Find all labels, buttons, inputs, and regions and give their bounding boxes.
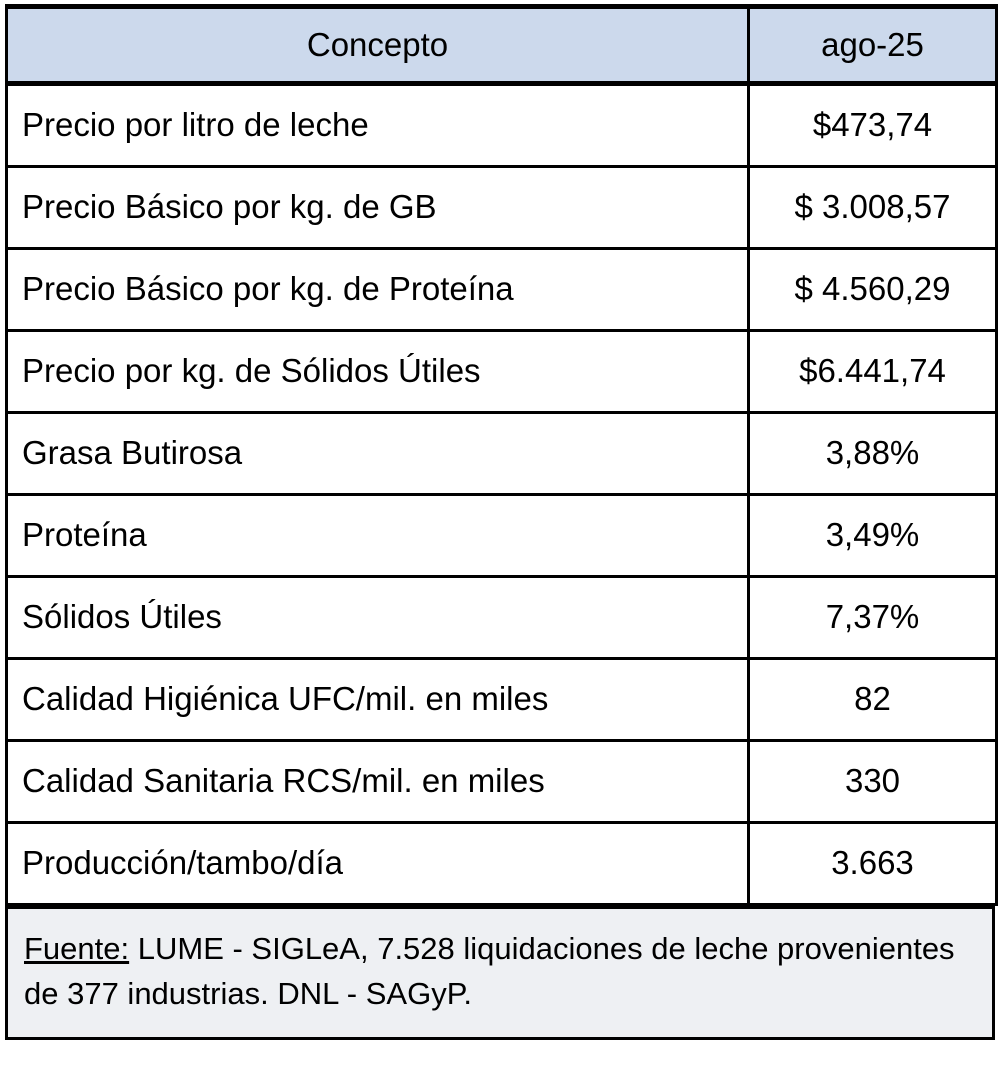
- cell-valor: 7,37%: [749, 577, 997, 659]
- table-row: [7, 84, 997, 167]
- cell-valor: $473,74: [749, 84, 997, 167]
- table-row: [7, 167, 997, 249]
- spreadsheet-table-sheet: [0, 4, 1000, 1088]
- cell-concepto: Precio Básico por kg. de Proteína: [7, 249, 749, 331]
- cell-valor: $ 4.560,29: [749, 249, 997, 331]
- cell-valor: 330: [749, 741, 997, 823]
- table-row: [7, 413, 997, 495]
- cell-valor: 3,88%: [749, 413, 997, 495]
- cell-concepto: Precio Básico por kg. de GB: [7, 167, 749, 249]
- table-header: [7, 7, 997, 84]
- source-label: Fuente:: [24, 931, 130, 966]
- column-header-periodo: ago-25: [749, 7, 997, 84]
- table-header-row: [7, 7, 997, 84]
- table-body: [7, 84, 997, 905]
- cell-concepto: Sólidos Útiles: [7, 577, 749, 659]
- table-row: [7, 659, 997, 741]
- cell-concepto: Grasa Butirosa: [7, 413, 749, 495]
- table-row: [7, 331, 997, 413]
- cell-valor: 3.663: [831, 844, 914, 882]
- milk-price-table: [5, 4, 998, 906]
- column-header-concepto: Concepto: [7, 7, 749, 84]
- cell-valor: $ 3.008,57: [749, 167, 997, 249]
- cell-concepto: Calidad Sanitaria RCS/mil. en miles: [7, 741, 749, 823]
- cell-valor: 3,49%: [749, 495, 997, 577]
- cell-concepto: Precio por kg. de Sólidos Útiles: [7, 331, 749, 413]
- cell-valor: 82: [749, 659, 997, 741]
- table-row: [7, 495, 997, 577]
- source-footnote: [5, 906, 995, 1040]
- table-row: [7, 577, 997, 659]
- cell-concepto: Proteína: [7, 495, 749, 577]
- cell-valor: $6.441,74: [749, 331, 997, 413]
- table-row: [7, 823, 997, 905]
- source-text: LUME - SIGLeA, 7.528 liquidaciones de leche provenientes de 377 industrias. DNL - SAGyP.: [24, 931, 955, 1011]
- cell-concepto: Calidad Higiénica UFC/mil. en miles: [7, 659, 749, 741]
- table-row: [7, 249, 997, 331]
- cell-concepto: Producción/tambo/día: [7, 823, 749, 905]
- table-row: [7, 741, 997, 823]
- cell-concepto: Precio por litro de leche: [7, 84, 749, 167]
